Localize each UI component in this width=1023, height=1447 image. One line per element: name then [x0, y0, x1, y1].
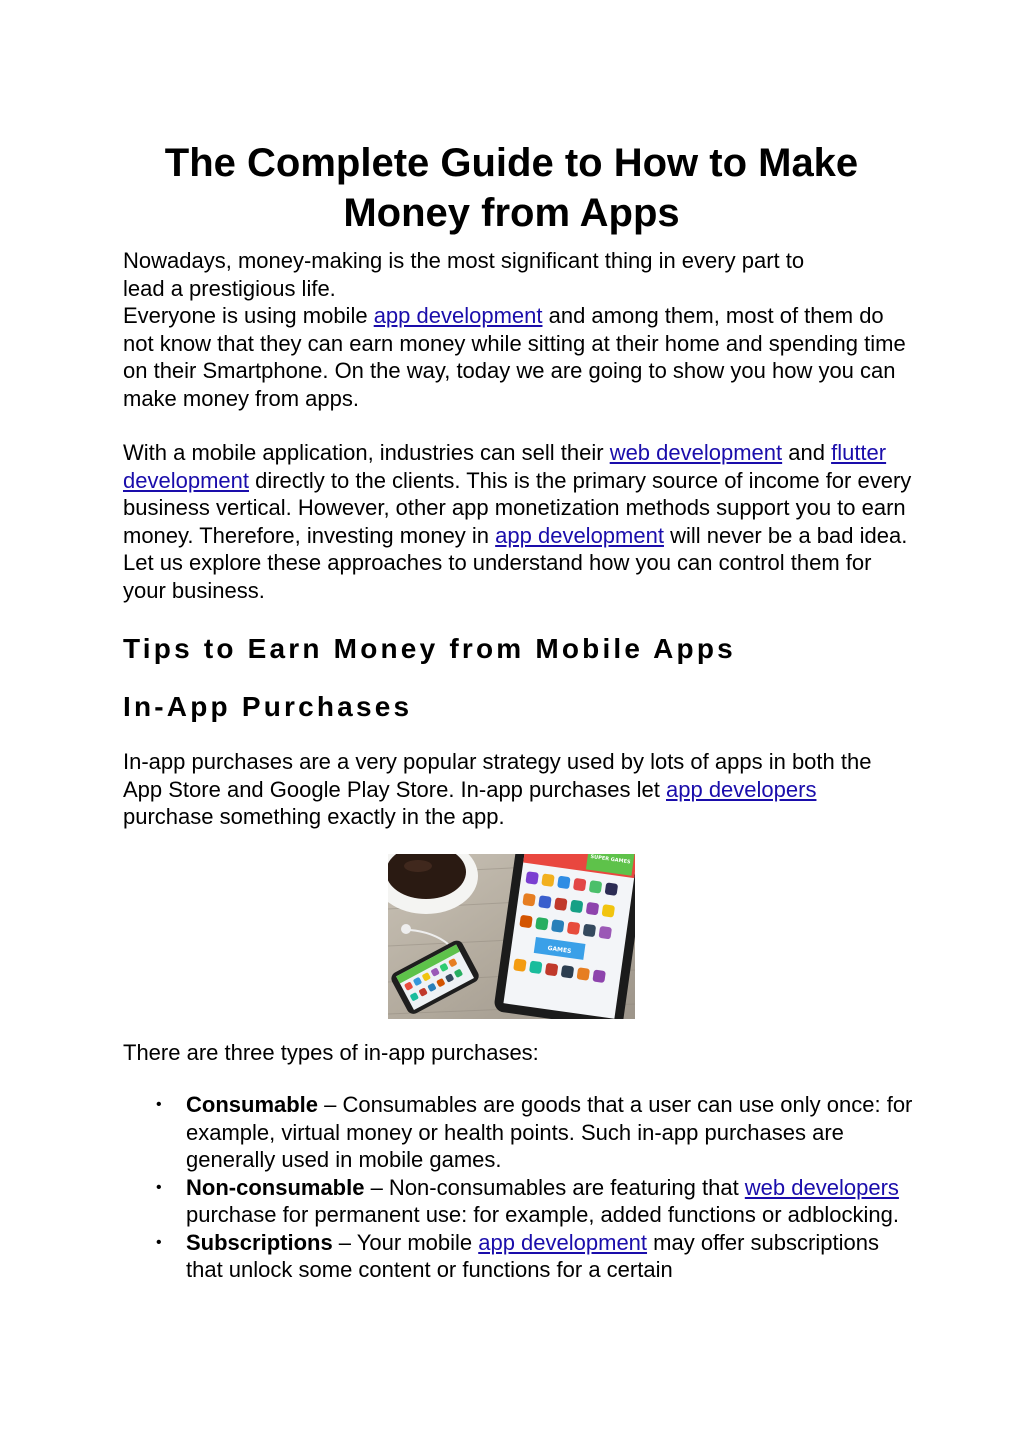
title-line-2: Money from Apps: [343, 191, 680, 235]
in-app-paragraph: [123, 748, 913, 831]
bullet-icon: •: [156, 1178, 162, 1196]
type-text-b: purchase for permanent use: for example, added functions or adblocking.: [186, 1202, 899, 1227]
type-text-a: – Consumables are goods that a user can use only once: for example, virtual money or health points. Such in-app purchases are generally used in mobile games.: [186, 1092, 913, 1172]
para2-text-b: and: [782, 440, 832, 465]
intro-line-2: lead a prestigious life.: [123, 275, 336, 301]
intro-text-a: Everyone is using mobile: [123, 303, 374, 328]
list-item: [123, 1091, 913, 1174]
intro-line-1: Nowadays, money-making is the most significant thing in every part to: [123, 248, 805, 273]
app-development-link-3[interactable]: app development: [478, 1229, 648, 1255]
web-developers-link[interactable]: web developers: [744, 1174, 899, 1200]
flutter-development-link[interactable]: flutter development: [123, 440, 887, 493]
intro-text-b: and among them, most of them do not know that they can earn money while sitting at their home and spending time on their Smartphone. On the way, today we are going to show you how you can make money from apps.: [123, 303, 906, 411]
screen-games-label: GAMES: [547, 944, 572, 956]
intro-paragraph: [123, 247, 913, 412]
app-development-link-2[interactable]: app development: [495, 522, 664, 548]
types-intro: There are three types of in-app purchases:: [123, 1040, 539, 1065]
type-text-a: – Your mobile: [332, 1229, 479, 1255]
para2-text-c: directly to the clients. This is the primary source of income for every business vertical. However, other app monetization methods support you to earn money. Therefore, investing money in: [123, 467, 912, 548]
type-term: Consumable: [186, 1092, 319, 1117]
type-text-b: may offer subscriptions that unlock some content or functions for a certain: [186, 1229, 879, 1282]
para3-text-a: In-app purchases are a very popular strategy used by lots of apps in both the App Store and Google Play Store. In-app purchases let: [123, 749, 872, 802]
tablet-phone-photo: [388, 854, 635, 1019]
type-term: Subscriptions: [186, 1229, 333, 1255]
app-developers-link[interactable]: app developers: [666, 776, 817, 802]
type-term: Non-consumable: [186, 1174, 365, 1200]
heading-in-app-purchases: In-App Purchases: [123, 691, 413, 722]
heading-tips: Tips to Earn Money from Mobile Apps: [123, 633, 736, 664]
type-text-a: – Non-consumables are featuring that: [364, 1174, 745, 1200]
bullet-icon: •: [156, 1233, 162, 1251]
title-line-1: The Complete Guide to How to Make: [164, 141, 859, 185]
list-item: [123, 1174, 913, 1229]
purchase-types-list: [123, 1091, 913, 1284]
para2-text-a: With a mobile application, industries can sell their: [123, 440, 610, 465]
web-development-link[interactable]: web development: [609, 440, 783, 465]
para2-text-d: will never be a bad idea. Let us explore these approaches to understand how you can control them for your business.: [123, 522, 908, 603]
para3-text-b: purchase something exactly in the app.: [123, 804, 505, 829]
list-item: [123, 1229, 913, 1284]
page-title: [0, 138, 1023, 238]
screen-super-games-label: SUPER GAMES: [590, 854, 631, 866]
bullet-icon: •: [156, 1096, 162, 1113]
app-development-link[interactable]: app development: [373, 303, 543, 328]
monetization-paragraph: [123, 439, 913, 604]
